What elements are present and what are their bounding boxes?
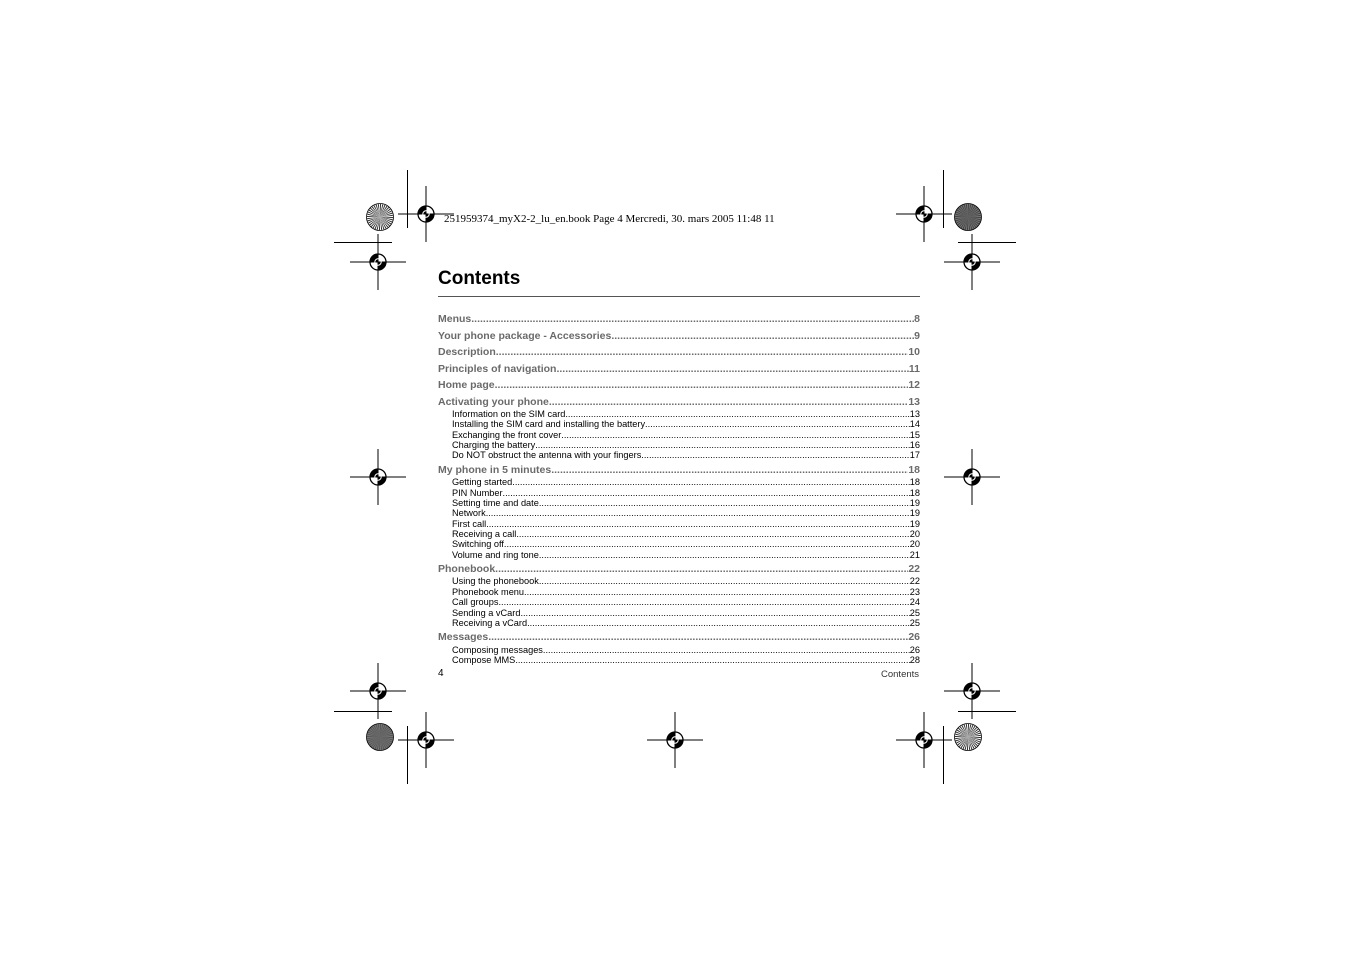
toc-entry-label: Description: [438, 346, 496, 358]
toc-subentry-page: 14: [909, 419, 920, 430]
toc-subentry-label: First call: [452, 518, 487, 529]
toc-subentry-label: Receiving a call: [452, 528, 517, 539]
toc-subentry-label: Network: [452, 508, 486, 519]
toc-subentry[interactable]: [438, 576, 920, 586]
toc-subentry[interactable]: [438, 498, 920, 508]
toc-entry-page: 12: [908, 379, 920, 391]
toc-subentry-label: Receiving a vCard: [452, 617, 528, 628]
toc-subentry-page: 23: [909, 586, 920, 597]
toc-entry[interactable]: [438, 463, 920, 478]
toc-subentry[interactable]: [438, 440, 920, 450]
registration-mark-bottom-left: [398, 712, 454, 768]
page-number: 4: [438, 668, 444, 679]
toc-subentry[interactable]: [438, 430, 920, 440]
toc-subentry[interactable]: [438, 597, 920, 607]
leader-dots: [527, 618, 910, 628]
toc-entry-page: 26: [908, 631, 920, 644]
toc-entry-label: Home page: [438, 379, 495, 391]
leader-dots: [498, 597, 909, 607]
leader-dots: [504, 539, 910, 549]
leader-dots: [495, 562, 908, 577]
toc-subentry-page: 26: [909, 644, 920, 655]
toc-subentry-label: Installing the SIM card and installing the battery: [452, 419, 646, 430]
toc-subentry-page: 28: [909, 655, 920, 666]
leader-dots: [520, 608, 909, 618]
toc-subentry[interactable]: [438, 587, 920, 597]
leader-dots: [486, 508, 910, 518]
toc-entry[interactable]: [438, 329, 920, 344]
registration-mark-lower-right: [944, 663, 1000, 719]
running-footer: Contents: [881, 669, 920, 680]
toc-entry-label: Phonebook: [438, 562, 496, 575]
toc-subentry-page: 21: [909, 549, 920, 560]
leader-dots: [561, 430, 909, 440]
leader-dots: [471, 312, 914, 327]
registration-mark-middle-left: [350, 449, 406, 505]
leader-dots: [496, 345, 909, 360]
toc-subentry-page: 13: [909, 409, 920, 419]
toc-entry-page: 10: [908, 346, 920, 358]
toc-subentry[interactable]: [438, 419, 920, 429]
toc-subentry-label: Sending a vCard: [452, 607, 521, 618]
file-slug: 251959374_myX2-2_lu_en.book Page 4 Mercredi, 30. mars 2005 11:48 11: [444, 213, 775, 225]
leader-dots: [543, 645, 910, 655]
toc-subentry-label: Composing messages: [452, 644, 543, 655]
toc-entry[interactable]: [438, 362, 920, 377]
color-bar-star-bottom-left: [367, 724, 394, 751]
toc-subentry-label: Charging the battery: [452, 440, 536, 451]
registration-mark-lower-left: [350, 663, 406, 719]
toc-subentry-label: Phonebook menu: [452, 586, 525, 597]
toc-entry-page: 11: [908, 362, 920, 375]
toc-entry-label: Your phone package - Accessories: [438, 329, 612, 342]
leader-dots: [645, 419, 910, 429]
leader-dots: [539, 576, 910, 586]
toc-subentry[interactable]: [438, 477, 920, 487]
toc-subentry-label: Exchanging the front cover: [452, 429, 562, 440]
toc-entry-page: 13: [908, 395, 920, 408]
toc-subentry[interactable]: [438, 519, 920, 529]
toc-entry-page: 9: [914, 329, 920, 342]
registration-mark-bottom-center: [647, 712, 703, 768]
color-bar-star-top-right: [955, 204, 982, 231]
toc-subentry-page: 15: [909, 429, 920, 440]
toc-entry-label: Messages: [438, 631, 489, 644]
leader-dots: [515, 655, 909, 665]
toc-subentry-label: Switching off: [452, 539, 504, 550]
leader-dots: [486, 519, 910, 529]
toc-entry-page: 18: [908, 463, 920, 476]
toc-entry-page: 8: [914, 313, 920, 325]
leader-dots: [565, 409, 909, 419]
toc-subentry[interactable]: [438, 550, 920, 560]
leader-dots: [488, 630, 908, 645]
toc-subentry-page: 24: [909, 597, 920, 608]
leader-dots: [512, 477, 910, 487]
toc-subentry-page: 25: [909, 607, 920, 618]
leader-dots: [556, 362, 908, 377]
toc-subentry-page: 20: [909, 539, 920, 550]
toc-entry[interactable]: [438, 345, 920, 360]
toc-entry-label: Menus: [438, 313, 472, 325]
leader-dots: [539, 498, 910, 508]
toc-entry-page: 22: [908, 562, 920, 575]
toc-subentry[interactable]: [438, 488, 920, 498]
toc-entry[interactable]: [438, 395, 920, 410]
color-bar-star-bottom-right: [955, 724, 982, 751]
toc-entry[interactable]: [438, 630, 920, 645]
toc-subentry-page: 18: [909, 487, 920, 498]
page-title: Contents: [438, 268, 521, 289]
leader-dots: [524, 587, 910, 597]
toc-subentry[interactable]: [438, 508, 920, 518]
toc-subentry[interactable]: [438, 618, 920, 628]
leader-dots: [516, 529, 909, 539]
toc-entry-label: My phone in 5 minutes: [438, 463, 552, 476]
table-of-contents: [438, 312, 920, 665]
leader-dots: [549, 395, 908, 410]
leader-dots: [535, 440, 910, 450]
title-rule: [438, 296, 920, 297]
toc-subentry[interactable]: [438, 655, 920, 665]
toc-entry-label: Activating your phone: [438, 395, 549, 408]
toc-subentry[interactable]: [438, 539, 920, 549]
registration-mark-middle-right: [944, 449, 1000, 505]
toc-subentry-label: Information on the SIM card: [452, 409, 566, 419]
toc-subentry-label: Call groups: [452, 597, 499, 608]
toc-subentry-label: Do NOT obstruct the antenna with your fingers: [452, 450, 642, 461]
toc-subentry[interactable]: [438, 450, 920, 460]
toc-subentry-page: 17: [909, 450, 920, 461]
toc-subentry[interactable]: [438, 645, 920, 655]
toc-subentry-label: Using the phonebook: [452, 576, 539, 587]
leader-dots: [611, 329, 914, 344]
toc-subentry-page: 25: [909, 617, 920, 628]
toc-subentry-label: Setting time and date: [452, 497, 539, 508]
toc-subentry[interactable]: [438, 608, 920, 618]
leader-dots: [503, 488, 910, 498]
toc-subentry-page: 19: [909, 508, 920, 519]
toc-entry-label: Principles of navigation: [438, 362, 557, 375]
toc-subentry-page: 22: [909, 576, 920, 587]
toc-entry[interactable]: [438, 562, 920, 577]
toc-subentry-label: Compose MMS: [452, 655, 516, 666]
color-bar-star-top-left: [367, 204, 394, 231]
toc-entry[interactable]: [438, 312, 920, 327]
toc-subentry[interactable]: [438, 409, 920, 419]
toc-subentry[interactable]: [438, 529, 920, 539]
toc-subentry-label: Volume and ring tone: [452, 549, 539, 560]
leader-dots: [641, 450, 909, 460]
toc-subentry-page: 20: [909, 528, 920, 539]
toc-entry[interactable]: [438, 378, 920, 393]
toc-subentry-page: 19: [909, 518, 920, 529]
toc-subentry-page: 16: [909, 440, 920, 451]
leader-dots: [539, 550, 910, 560]
leader-dots: [551, 463, 908, 478]
toc-subentry-label: Getting started: [452, 477, 513, 488]
toc-subentry-page: 18: [909, 477, 920, 488]
toc-subentry-page: 19: [909, 497, 920, 508]
leader-dots: [495, 378, 909, 393]
toc-subentry-label: PIN Number: [452, 487, 503, 498]
